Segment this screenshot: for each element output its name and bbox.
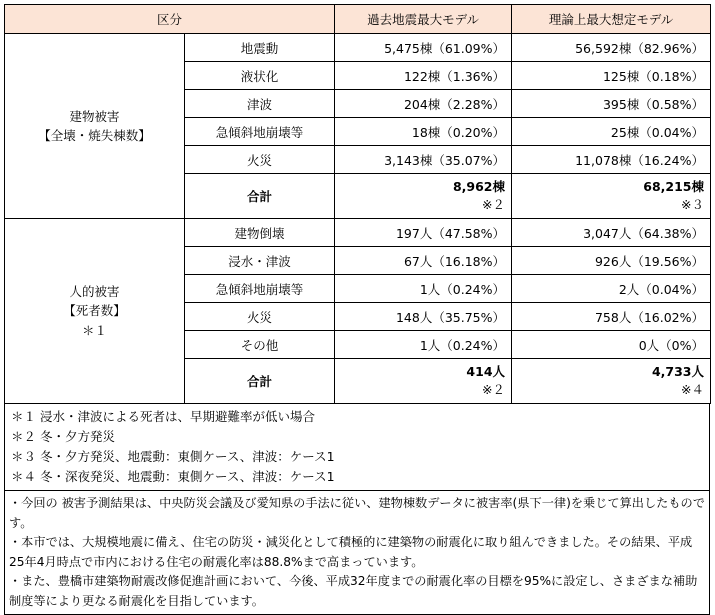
building-category-title: 建物被害 xyxy=(69,108,120,124)
explanation-paragraph: ・今回の 被害予測結果は、中央防災会議及び愛知県の手法に従い、建物棟数データに被害率(県下一律)を乗じて算出したものです。 xyxy=(9,496,705,530)
footnote: ＊３ 冬・夕方発災、地震動：東側ケース、津波：ケース1 xyxy=(11,449,335,464)
theory-value: 11,078棟（16.24%） xyxy=(512,146,711,174)
total-value: 68,215棟 xyxy=(643,178,705,194)
human-category-title: 人的被害 xyxy=(69,283,120,299)
past-value: 5,475棟（61.09%） xyxy=(335,34,512,62)
theory-value: 926人（19.56%） xyxy=(512,247,711,275)
past-value: 1人（0.24%） xyxy=(335,331,512,359)
total-value: 414人 xyxy=(466,363,506,379)
theory-value: 2人（0.04%） xyxy=(512,275,711,303)
row-label: 火災 xyxy=(185,146,335,174)
building-category xyxy=(5,34,185,219)
row-label: 火災 xyxy=(185,303,335,331)
human-category-note: ＊１ xyxy=(81,322,107,338)
header-row xyxy=(5,5,711,34)
row-label: 津波 xyxy=(185,90,335,118)
past-value: 67人（16.18%） xyxy=(335,247,512,275)
total-note: ※２ xyxy=(482,197,506,212)
header-theory-model: 理論上最大想定モデル xyxy=(512,5,711,34)
past-value: 122棟（1.36%） xyxy=(335,62,512,90)
past-value: 148人（35.75%） xyxy=(335,303,512,331)
damage-table xyxy=(4,4,711,404)
total-note: ※２ xyxy=(482,382,506,397)
human-total-theory xyxy=(512,359,711,404)
past-value: 204棟（2.28%） xyxy=(335,90,512,118)
explanation-paragraph: ・また、豊橋市建築物耐震改修促進計画において、今後、平成32年度までの耐震化率の目標を95%に設定し、さまざまな補助制度等により更なる耐震化を目指しています。 xyxy=(9,574,698,608)
past-value: 18棟（0.20%） xyxy=(335,118,512,146)
human-category xyxy=(5,219,185,404)
row-label: その他 xyxy=(185,331,335,359)
header-category: 区分 xyxy=(5,5,335,34)
explanation-box xyxy=(4,491,710,615)
explanation-paragraph: ・本市では、大規模地震に備え、住宅の防災・減災化として積極的に建築物の耐震化に取り組んできました。その結果、平成25年4月時点で市内における住宅の耐震化率は88.8%まで高まっています。 xyxy=(9,535,693,569)
table-row xyxy=(5,34,711,62)
human-total-past xyxy=(335,359,512,404)
theory-value: 25棟（0.04%） xyxy=(512,118,711,146)
header-past-model: 過去地震最大モデル xyxy=(335,5,512,34)
building-total-theory xyxy=(512,174,711,219)
building-total-past xyxy=(335,174,512,219)
row-label: 液状化 xyxy=(185,62,335,90)
row-label: 建物倒壊 xyxy=(185,219,335,247)
footnote: ＊１ 浸水・津波による死者は、早期避難率が低い場合 xyxy=(11,409,315,424)
theory-value: 3,047人（64.38%） xyxy=(512,219,711,247)
theory-value: 56,592棟（82.96%） xyxy=(512,34,711,62)
total-value: 8,962棟 xyxy=(452,178,506,194)
total-label: 合計 xyxy=(185,359,335,404)
footnote: ＊４ 冬・深夜発災、地震動：東側ケース、津波：ケース1 xyxy=(11,469,335,484)
row-label: 浸水・津波 xyxy=(185,247,335,275)
row-label: 地震動 xyxy=(185,34,335,62)
total-note: ※４ xyxy=(681,382,705,397)
past-value: 1人（0.24%） xyxy=(335,275,512,303)
row-label: 急傾斜地崩壊等 xyxy=(185,118,335,146)
past-value: 3,143棟（35.07%） xyxy=(335,146,512,174)
row-label: 急傾斜地崩壊等 xyxy=(185,275,335,303)
theory-value: 0人（0%） xyxy=(512,331,711,359)
total-label: 合計 xyxy=(185,174,335,219)
theory-value: 395棟（0.58%） xyxy=(512,90,711,118)
total-note: ※３ xyxy=(681,197,705,212)
total-value: 4,733人 xyxy=(651,363,705,379)
table-row xyxy=(5,219,711,247)
theory-value: 758人（16.02%） xyxy=(512,303,711,331)
past-value: 197人（47.58%） xyxy=(335,219,512,247)
footnotes xyxy=(4,404,710,491)
building-category-subtitle: 【全壊・焼失棟数】 xyxy=(38,128,151,143)
footnote: ＊２ 冬・夕方発災 xyxy=(11,429,115,444)
theory-value: 125棟（0.18%） xyxy=(512,62,711,90)
human-category-subtitle: 【死者数】 xyxy=(63,303,126,319)
